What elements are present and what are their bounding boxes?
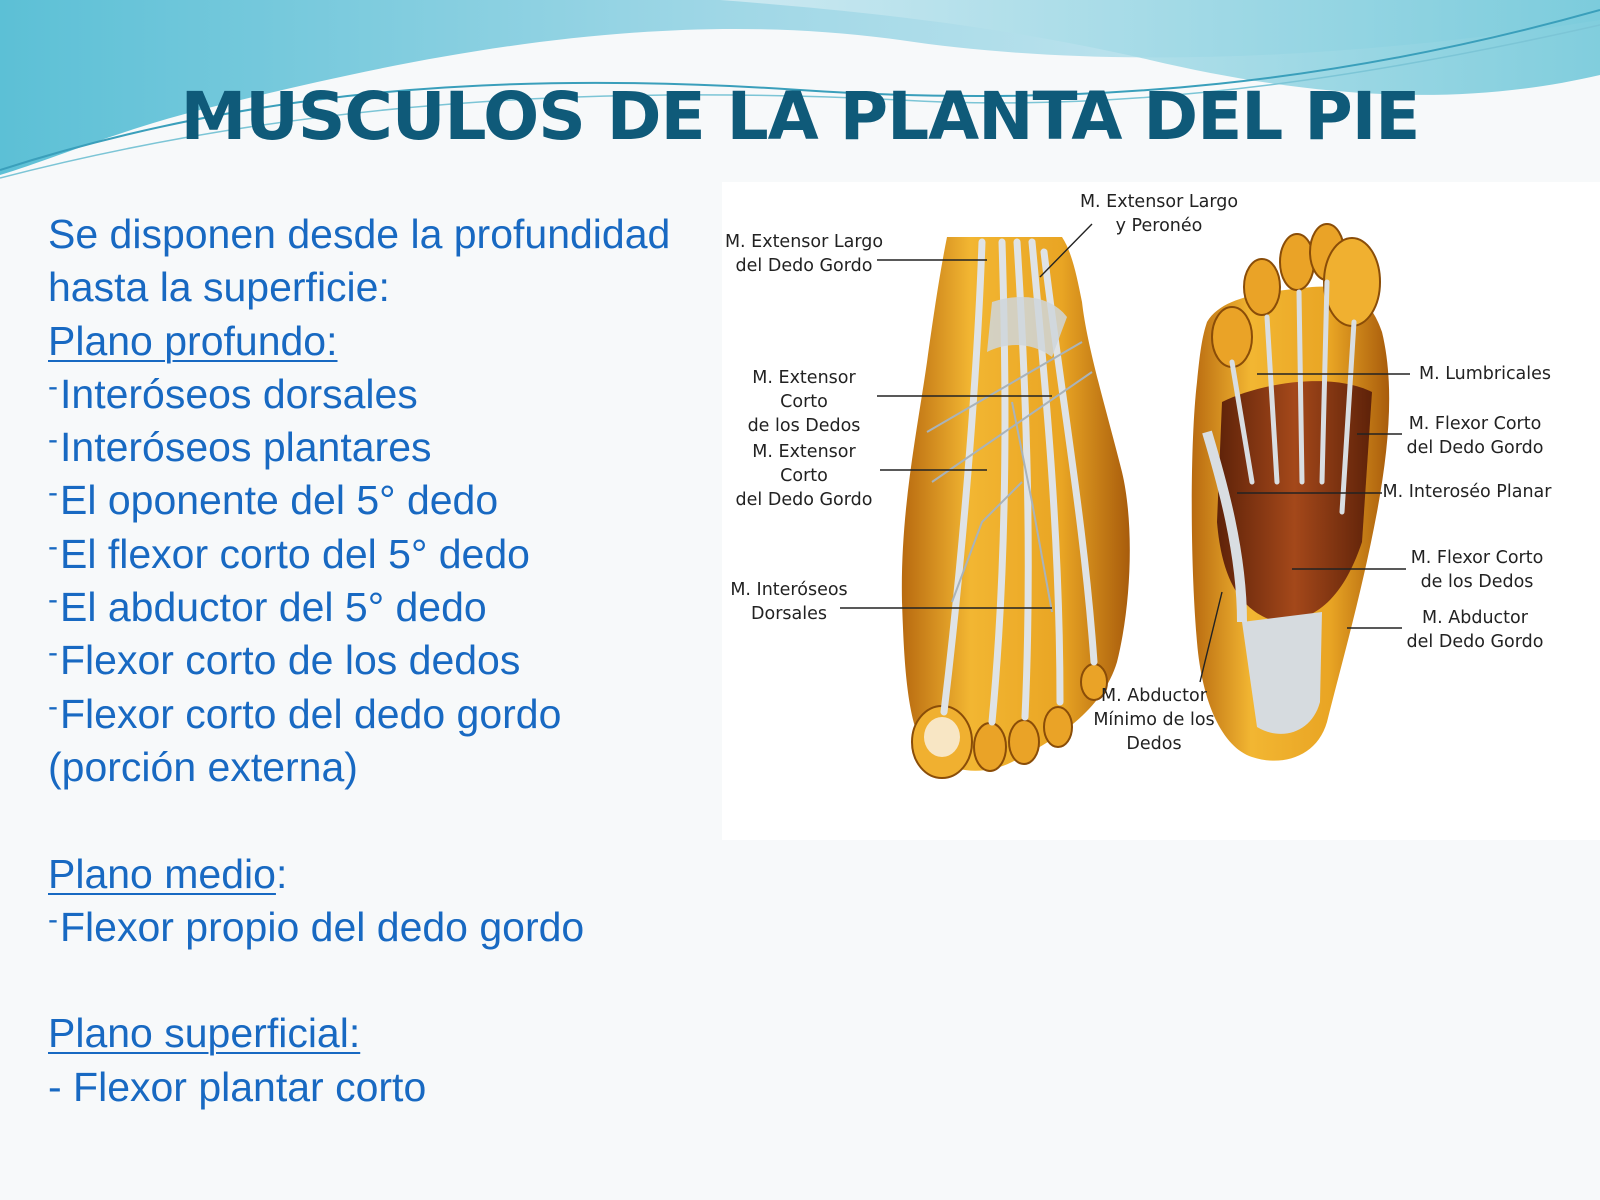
list-item: - Flexor plantar corto (48, 1063, 427, 1110)
list-item-text: Interóseos plantares (60, 424, 432, 471)
list-item (48, 474, 738, 527)
muscle-list-text (48, 208, 738, 1114)
bullet-dash: - (48, 476, 58, 510)
label-extensor-largo-dedo-gordo: M. Extensor Largo del Dedo Gordo (724, 232, 884, 276)
spacer (48, 794, 738, 847)
label-flexor-corto-dedo-gordo: M. Flexor Corto del Dedo Gordo (1406, 414, 1544, 458)
intro-line-2: hasta la superficie: (48, 264, 390, 311)
label-abductor-minimo: M. Abductor Mínimo de los Dedos (1093, 686, 1215, 754)
list-item (48, 901, 738, 954)
label-interoseos-dorsales: M. Interóseos Dorsales (730, 580, 848, 624)
middle-plane-heading-text: Plano medio (48, 850, 276, 897)
spacer (48, 954, 738, 1007)
list-item (48, 421, 738, 474)
list-item (48, 368, 738, 421)
label-extensor-corto-dedo-gordo: M. Extensor Corto del Dedo Gordo (735, 442, 873, 510)
middle-plane-heading (48, 848, 738, 901)
label-extensor-largo-peroneo: M. Extensor Largo y Peronéo (1079, 192, 1239, 236)
list-item-text: El oponente del 5° dedo (60, 477, 499, 524)
list-item-text: El abductor del 5° dedo (60, 584, 487, 631)
list-item-text: Flexor corto del dedo gordo (60, 690, 562, 737)
superficial-plane-heading (48, 1007, 738, 1060)
list-item-text: El flexor corto del 5° dedo (60, 530, 530, 577)
list-item-text: Interóseos dorsales (60, 370, 418, 417)
bullet-dash: - (48, 902, 58, 936)
list-item-text: Flexor propio del dedo gordo (60, 903, 585, 950)
bullet-dash: - (48, 689, 58, 723)
list-item-text: Flexor corto de los dedos (60, 637, 521, 684)
intro-line-1: Se disponen desde la profundidad (48, 211, 671, 257)
deep-plane-heading-text: Plano profundo: (48, 317, 338, 364)
label-interoseo-planar: M. Interoséo Planar (1382, 482, 1552, 502)
list-item-continuation: (porción externa) (48, 743, 358, 790)
deep-plane-heading (48, 315, 738, 368)
label-abductor-dedo-gordo: M. Abductor del Dedo Gordo (1406, 608, 1544, 652)
label-flexor-corto-dedos: M. Flexor Corto de los Dedos (1410, 548, 1544, 592)
label-lumbricales: M. Lumbricales (1418, 364, 1552, 384)
bullet-dash: - (48, 423, 58, 457)
bullet-dash: - (48, 369, 58, 403)
list-item (48, 688, 738, 741)
list-item (48, 581, 738, 634)
list-item (48, 634, 738, 687)
foot-anatomy-figure (722, 182, 1600, 840)
slide-title: MUSCULOS DE LA PLANTA DEL PIE (180, 78, 1420, 155)
superficial-plane-heading-text: Plano superficial: (48, 1010, 361, 1057)
bullet-dash: - (48, 636, 58, 670)
list-item (48, 528, 738, 581)
bullet-dash: - (48, 583, 58, 617)
bullet-dash: - (48, 529, 58, 563)
middle-plane-colon: : (275, 850, 288, 897)
label-extensor-corto-dedos: M. Extensor Corto de los Dedos (747, 368, 861, 436)
